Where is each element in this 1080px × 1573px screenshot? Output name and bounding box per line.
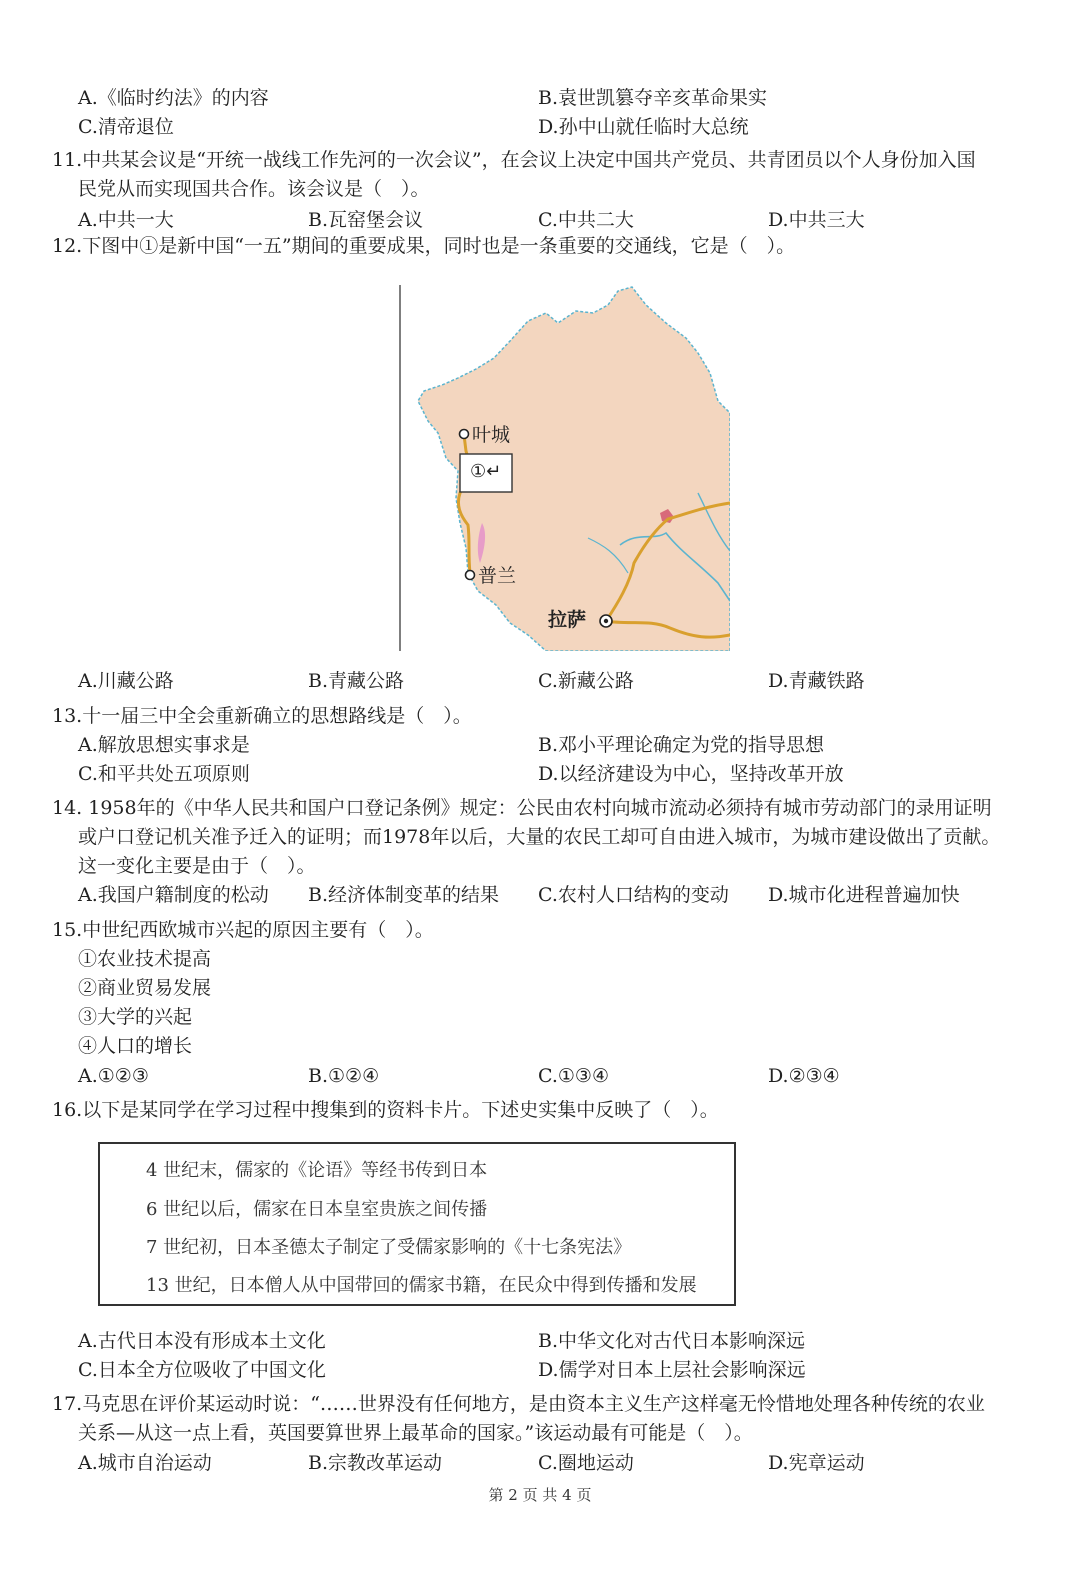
q14-option-a[interactable]: A.我国户籍制度的松动: [78, 884, 269, 906]
q11-option-d[interactable]: D.中共三大: [768, 209, 865, 231]
q17-option-c[interactable]: C.圈地运动: [538, 1452, 634, 1474]
card-line: 4 世纪末，儒家的《论语》等经书传到日本: [146, 1160, 488, 1181]
q10-option-c[interactable]: C.清帝退位: [78, 116, 174, 138]
q14-stem-line3: 这一变化主要是由于（ ）。: [78, 855, 316, 877]
q15-item: ③大学的兴起: [78, 1006, 193, 1028]
q15-item: ①农业技术提高: [78, 948, 212, 970]
q16-material-card: [98, 1142, 736, 1306]
yecheng-marker: [460, 430, 469, 439]
q17-option-a[interactable]: A.城市自治运动: [78, 1452, 212, 1474]
card-line: 7 世纪初，日本圣德太子制定了受儒家影响的《十七条宪法》: [146, 1237, 632, 1258]
pulan-marker: [466, 571, 475, 580]
q16-option-c[interactable]: C.日本全方位吸收了中国文化: [78, 1359, 326, 1381]
q10-option-b[interactable]: B.袁世凯篡夺辛亥革命果实: [538, 87, 768, 109]
city-label-yecheng: 叶城: [472, 424, 511, 446]
q12-stem: 12.下图中①是新中国“一五”期间的重要成果，同时也是一条重要的交通线，它是（ ）。: [52, 235, 796, 257]
q17-option-d[interactable]: D.宪章运动: [768, 1452, 865, 1474]
city-label-lasa: 拉萨: [548, 609, 587, 631]
q14-option-b[interactable]: B.经济体制变革的结果: [308, 884, 500, 906]
q11-option-c[interactable]: C.中共二大: [538, 209, 634, 231]
q17-option-b[interactable]: B.宗教改革运动: [308, 1452, 443, 1474]
map-graphic: [398, 283, 730, 651]
q13-stem: 13.十一届三中全会重新确立的思想路线是（ ）。: [52, 705, 472, 727]
q12-option-c[interactable]: C.新藏公路: [538, 670, 634, 692]
tibet-route-map: [398, 283, 730, 651]
q14-option-c[interactable]: C.农村人口结构的变动: [538, 884, 729, 906]
q14-stem-line2: 或户口登记机关准予迁入的证明；而1978年以后，大量的农民工却可自由进入城市，为城市建设做出了贡献。: [78, 826, 1001, 848]
q12-option-b[interactable]: B.青藏公路: [308, 670, 405, 692]
route-marker-label: ①↵: [470, 461, 502, 482]
q17-stem-line1: 17.马克思在评价某运动时说：“……世界没有任何地方，是由资本主义生产这样毫无怜惜地处理各种传统的农业: [52, 1393, 985, 1415]
q16-stem: 16.以下是某同学在学习过程中搜集到的资料卡片。下述史实集中反映了（ ）。: [52, 1099, 719, 1121]
q13-option-d[interactable]: D.以经济建设为中心，坚持改革开放: [538, 763, 844, 785]
q14-stem-line1: 14. 1958年的《中华人民共和国户口登记条例》规定：公民由农村向城市流动必须持有城市劳动部门的录用证明: [52, 797, 992, 819]
q11-option-b[interactable]: B.瓦窑堡会议: [308, 209, 424, 231]
q12-option-a[interactable]: A.川藏公路: [78, 670, 174, 692]
q13-option-b[interactable]: B.邓小平理论确定为党的指导思想: [538, 734, 825, 756]
q16-option-d[interactable]: D.儒学对日本上层社会影响深远: [538, 1359, 806, 1381]
q15-item: ④人口的增长: [78, 1035, 193, 1057]
city-label-pulan: 普兰: [478, 565, 517, 587]
q11-stem-line1: 11.中共某会议是“开统一战线工作先河的一次会议”，在会议上决定中国共产党员、共青团员以个人身份加入国: [52, 149, 976, 171]
lasa-marker-dot: [604, 619, 608, 623]
q15-option-c[interactable]: C.①③④: [538, 1065, 609, 1087]
q16-option-a[interactable]: A.古代日本没有形成本土文化: [78, 1330, 326, 1352]
card-line: 13 世纪，日本僧人从中国带回的儒家书籍，在民众中得到传播和发展: [146, 1275, 697, 1296]
q10-option-d[interactable]: D.孙中山就任临时大总统: [538, 116, 749, 138]
q10-option-a[interactable]: A.《临时约法》的内容: [78, 87, 269, 109]
q14-option-d[interactable]: D.城市化进程普遍加快: [768, 884, 960, 906]
q15-stem: 15.中世纪西欧城市兴起的原因主要有（ ）。: [52, 919, 434, 941]
q11-stem-line2: 民党从而实现国共合作。该会议是（ ）。: [78, 178, 430, 200]
q11-option-a[interactable]: A.中共一大: [78, 209, 174, 231]
card-line: 6 世纪以后，儒家在日本皇室贵族之间传播: [146, 1199, 488, 1220]
q13-option-c[interactable]: C.和平共处五项原则: [78, 763, 250, 785]
q16-option-b[interactable]: B.中华文化对古代日本影响深远: [538, 1330, 806, 1352]
q12-option-d[interactable]: D.青藏铁路: [768, 670, 865, 692]
q15-option-a[interactable]: A.①②③: [78, 1065, 149, 1087]
q15-option-b[interactable]: B.①②④: [308, 1065, 380, 1087]
q15-item: ②商业贸易发展: [78, 977, 212, 999]
page-footer: 第 2 页 共 4 页: [488, 1486, 592, 1504]
q13-option-a[interactable]: A.解放思想实事求是: [78, 734, 250, 756]
q15-option-d[interactable]: D.②③④: [768, 1065, 840, 1087]
q17-stem-line2: 关系—从这一点上看，英国要算世界上最革命的国家。”该运动最有可能是（ ）。: [78, 1422, 753, 1444]
